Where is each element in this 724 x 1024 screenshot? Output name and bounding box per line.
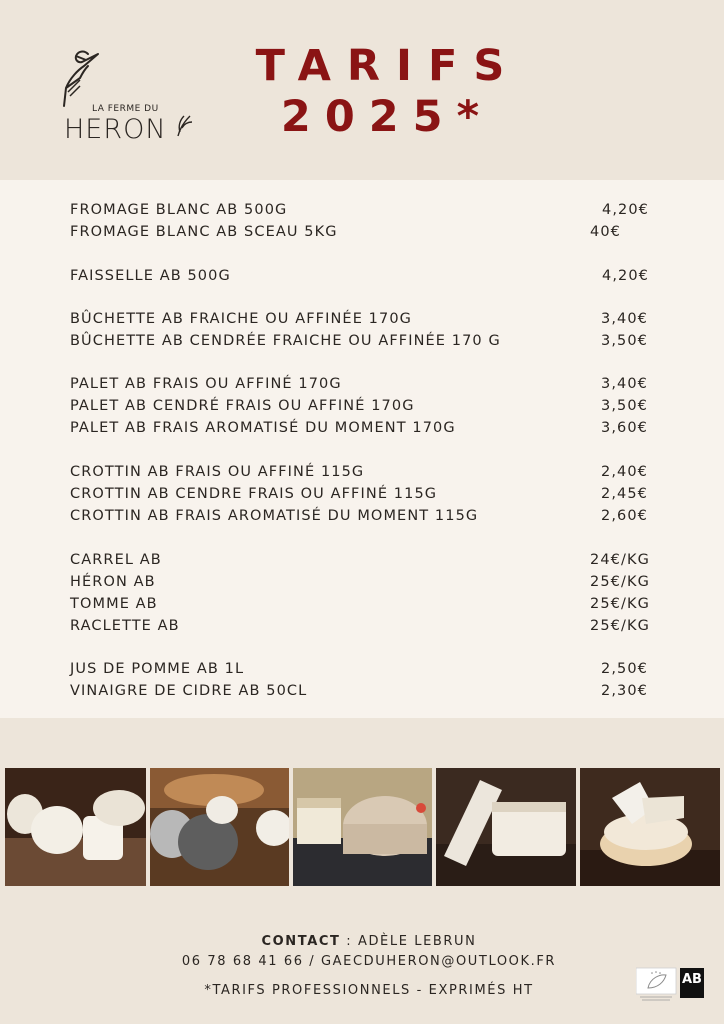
title-line-2: 2025* (280, 92, 494, 142)
product-name: VINAIGRE DE CIDRE AB 50CL (70, 683, 308, 699)
price-list (0, 180, 724, 718)
price-row (70, 680, 670, 702)
product-price: 3,40€ (601, 376, 649, 392)
product-name: BÛCHETTE AB FRAICHE OU AFFINÉE 170G (70, 311, 412, 327)
product-price: 4,20€ (602, 202, 650, 218)
price-row (70, 461, 670, 483)
price-row (70, 330, 670, 352)
product-name: FAISSELLE AB 500G (70, 268, 231, 284)
product-name: PALET AB FRAIS OU AFFINÉ 170G (70, 376, 342, 392)
price-row (70, 549, 670, 571)
page-title (230, 40, 530, 142)
price-row (70, 483, 670, 505)
product-name: CARREL AB (70, 552, 162, 568)
product-price: 2,30€ (601, 683, 649, 699)
product-price: 3,40€ (601, 311, 649, 327)
phone-email: 06 78 68 41 66 / GAECDUHERON@OUTLOOK.FR (181, 954, 557, 969)
header (0, 0, 724, 180)
product-price: 2,50€ (601, 661, 649, 677)
price-row (70, 658, 670, 680)
product-price: 2,60€ (601, 508, 649, 524)
product-price: 25€/KG (590, 574, 650, 590)
product-price: 4,20€ (602, 268, 650, 284)
contact-label: CONTACT (261, 934, 341, 949)
heron-icon (58, 48, 118, 110)
product-name: PALET AB CENDRÉ FRAIS OU AFFINÉ 170G (70, 398, 415, 414)
product-name: TOMME AB (70, 596, 158, 612)
cheese-photo-2 (150, 768, 289, 886)
price-row (70, 593, 670, 615)
price-row (70, 373, 670, 395)
cheese-photo-4 (436, 768, 576, 886)
product-price: 3,50€ (601, 398, 649, 414)
price-row (70, 265, 670, 287)
price-row (70, 199, 670, 221)
product-price: 2,45€ (601, 486, 649, 502)
product-name: CROTTIN AB CENDRE FRAIS OU AFFINÉ 115G (70, 486, 438, 502)
cheese-photos (0, 768, 724, 886)
contact-name: : ADÈLE LEBRUN (340, 934, 477, 949)
product-name: FROMAGE BLANC AB 500G (70, 202, 288, 218)
product-price: 24€/KG (590, 552, 650, 568)
price-row (70, 615, 670, 637)
organic-labels (636, 966, 708, 1002)
cheese-photo-1 (5, 768, 146, 886)
cheese-photo-5 (580, 768, 720, 886)
product-price: 25€/KG (590, 618, 650, 634)
product-price: 25€/KG (590, 596, 650, 612)
wheat-icon (174, 112, 194, 138)
product-name: RACLETTE AB (70, 618, 180, 634)
product-price: 40€ (590, 224, 621, 240)
product-name: FROMAGE BLANC AB SCEAU 5KG (70, 224, 338, 240)
price-row (70, 395, 670, 417)
pricing-note: *TARIFS PROFESSIONNELS - EXPRIMÉS HT (204, 983, 534, 998)
product-name: CROTTIN AB FRAIS AROMATISÉ DU MOMENT 115G (70, 508, 479, 524)
price-row (70, 505, 670, 527)
ab-organic-logo: AB (680, 968, 704, 998)
price-row (70, 308, 670, 330)
product-name: BÛCHETTE AB CENDRÉE FRAICHE OU AFFINÉE 170 G (70, 333, 501, 349)
product-name: PALET AB FRAIS AROMATISÉ DU MOMENT 170G (70, 420, 456, 436)
contact-line (0, 934, 724, 949)
price-row (70, 417, 670, 439)
farm-logo (58, 48, 198, 148)
product-price: 2,40€ (601, 464, 649, 480)
title-line-1: TARIFS (255, 41, 521, 91)
logo-name: HERON (64, 114, 167, 145)
price-row (70, 221, 670, 243)
product-price: 3,50€ (601, 333, 649, 349)
product-name: JUS DE POMME AB 1L (70, 661, 245, 677)
product-name: HÉRON AB (70, 574, 156, 590)
logo-subtitle: LA FERME DU (92, 104, 159, 114)
price-row (70, 571, 670, 593)
product-price: 3,60€ (601, 420, 649, 436)
cheese-photo-3 (293, 768, 432, 886)
product-name: CROTTIN AB FRAIS OU AFFINÉ 115G (70, 464, 365, 480)
